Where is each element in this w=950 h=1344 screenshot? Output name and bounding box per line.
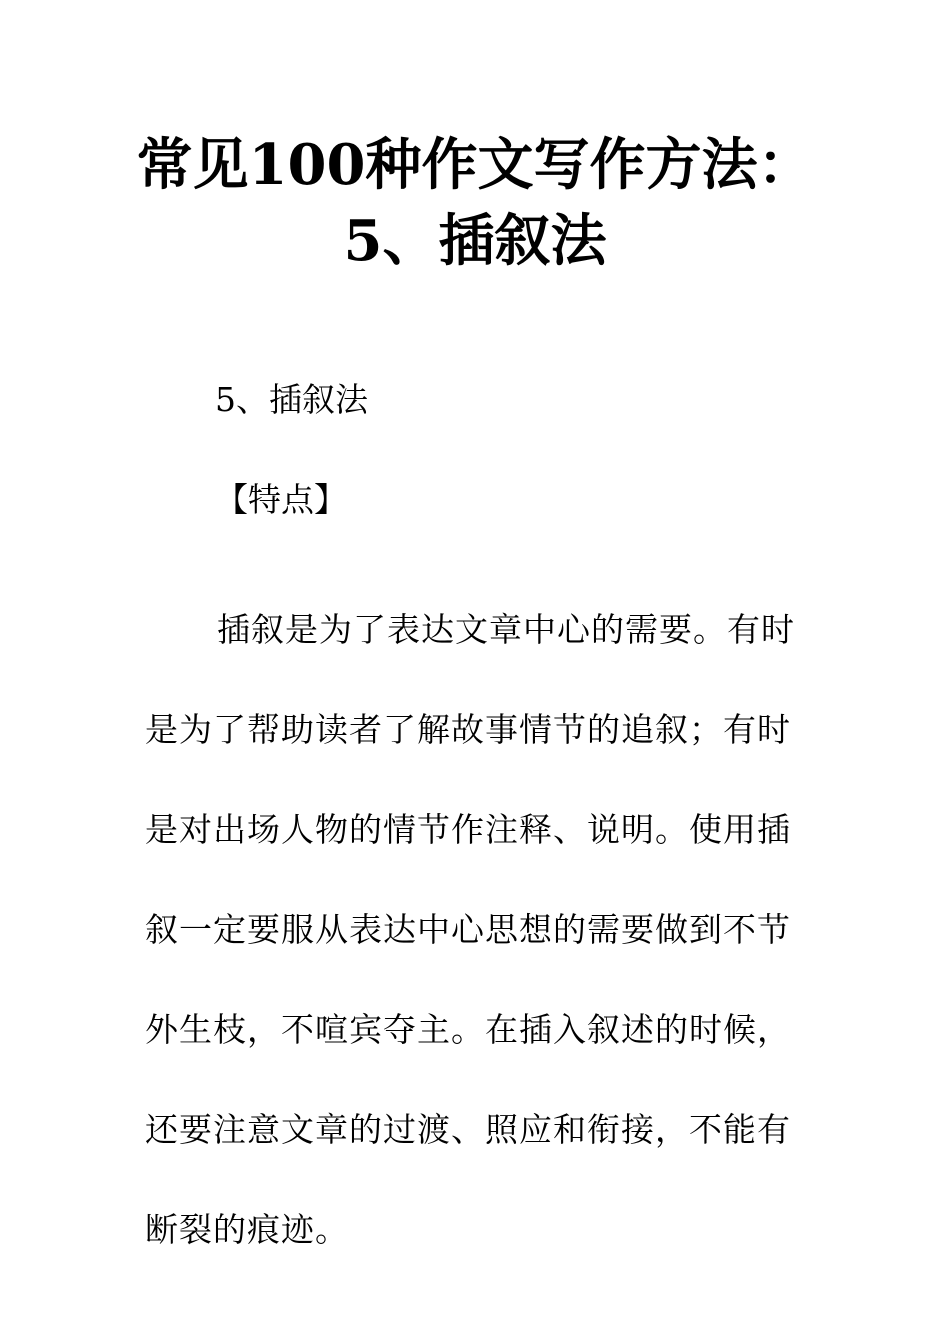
document-title-line-2: 5、插叙法 [343,208,607,274]
document-title-line-1: 常见100种作文写作方法： [136,132,814,198]
feature-label: 【特点】 [215,480,347,519]
body-paragraph: 插叙是为了表达文章中心的需要。有时是为了帮助读者了解故事情节的追叙；有时是对出场人物的情节作注释、说明。使用插叙一定要服从表达中心思想的需要做到不节外生枝，不喧宾夺主。在插入叙述的时候，还要注意文章的过渡、照应和衔接，不能有断裂的痕迹。 [145,610,795,1249]
section-heading: 5、插叙法 [215,380,368,419]
